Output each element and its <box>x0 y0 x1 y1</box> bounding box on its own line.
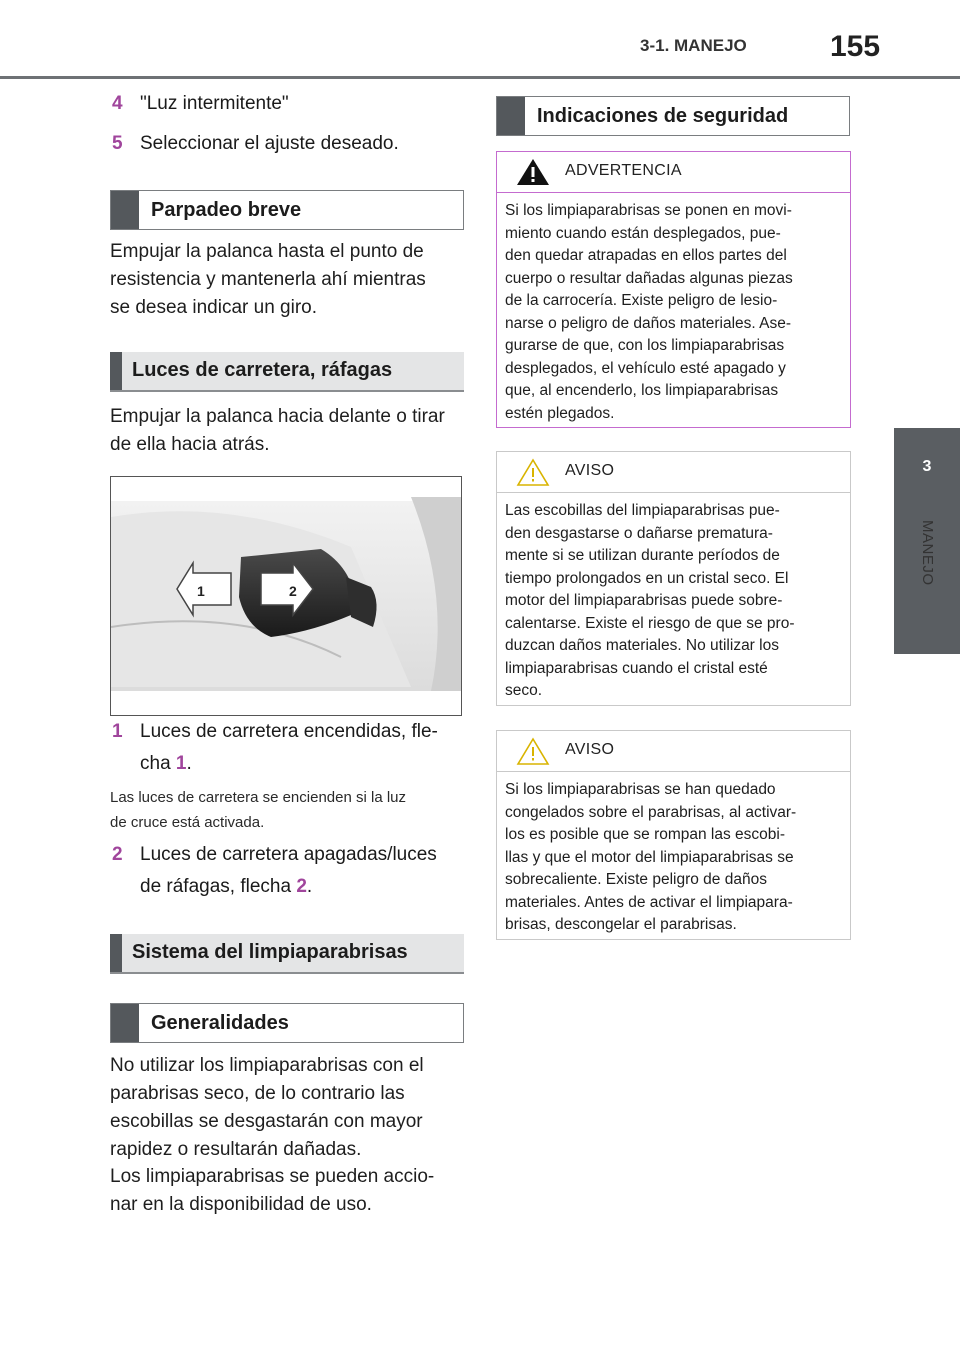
text-line: cuerpo o resultar dañadas algunas piezas <box>505 269 793 287</box>
legend-text: de ráfagas, flecha <box>140 876 297 897</box>
text-line: parabrisas seco, de lo contrario las <box>110 1083 405 1104</box>
legend-item-2 <box>112 841 462 901</box>
legend-number: 1 <box>112 721 123 742</box>
text-line: Las luces de carretera se encienden si la luz <box>110 789 407 806</box>
text-line: de cruce está activada. <box>110 814 265 831</box>
heading-bar <box>110 934 122 972</box>
text-line: los es posible que se rompan las escobi- <box>505 826 786 843</box>
notice-title: AVISO <box>565 741 615 758</box>
text-line: escobillas se desgastarán con mayor <box>110 1111 423 1132</box>
text-line: llas y que el motor del limpiaparabrisas se <box>505 848 794 866</box>
notice-header <box>497 452 850 493</box>
warning-title: ADVERTENCIA <box>565 162 682 179</box>
paragraph-parpadeo <box>110 238 426 322</box>
warning-box-advertencia <box>496 151 851 428</box>
legend-text: . <box>186 753 192 774</box>
heading-bar <box>111 1004 139 1042</box>
chapter-label-text: MANEJO <box>919 520 936 586</box>
text-line: den desgastarse o dañarse prematura- <box>505 524 773 542</box>
step-text: "Luz intermitente" <box>140 93 289 114</box>
heading-generalidades <box>110 1003 464 1043</box>
lever-illustration <box>110 476 462 716</box>
heading-parpadeo <box>110 190 464 230</box>
legend-ref: 2 <box>296 876 307 897</box>
paragraph-generalidades-2 <box>110 1163 434 1219</box>
chapter-number: 3 <box>922 458 932 475</box>
notice-header <box>497 731 850 772</box>
text-line: Si los limpiaparabrisas se ponen en movi- <box>505 202 792 219</box>
heading-seguridad <box>496 96 850 136</box>
arrow-1-label: 1 <box>197 583 205 599</box>
heading-bar <box>111 191 139 229</box>
text-line: sobrecaliente. Existe peligro de daños <box>505 871 767 888</box>
heading-luces <box>110 352 464 392</box>
header-divider <box>0 76 960 79</box>
text-line: que, al encenderlo, los limpiaparabrisas <box>505 382 779 399</box>
text-line: desplegados, el vehículo esté apagado y <box>505 359 786 377</box>
arrow-2-label: 2 <box>289 583 297 599</box>
legend-note <box>110 785 406 835</box>
heading-text: Luces de carretera, ráfagas <box>132 359 393 381</box>
text-line: Los limpiaparabrisas se pueden accio- <box>110 1166 435 1187</box>
legend-text: Luces de carretera apagadas/luces <box>140 844 437 865</box>
notice-body <box>505 500 842 703</box>
heading-text: Sistema del limpiaparabrisas <box>132 941 408 963</box>
legend-number: 2 <box>112 844 123 865</box>
notice-title: AVISO <box>565 462 615 479</box>
paragraph-luces <box>110 403 445 459</box>
text-line: materiales. Antes de activar el limpiapara- <box>505 893 793 911</box>
legend-ref: 1 <box>175 753 187 774</box>
text-line: Empujar la palanca hasta el punto de <box>110 241 424 262</box>
step-number: 5 <box>112 133 123 154</box>
text-line: congelados sobre el parabrisas, al activar- <box>505 803 797 821</box>
section-title: 3-1. MANEJO <box>640 36 747 55</box>
step-item <box>112 130 399 158</box>
chapter-label <box>912 520 942 610</box>
text-line: seco. <box>505 682 543 699</box>
warning-triangle-outline-icon <box>515 736 551 766</box>
text-line: de ella hacia atrás. <box>110 434 270 455</box>
heading-text: Parpadeo breve <box>151 199 302 221</box>
text-line: rapidez o resultarán dañadas. <box>110 1139 362 1160</box>
notice-box-aviso-1 <box>496 451 851 706</box>
warning-body <box>505 200 842 425</box>
page-number: 155 <box>830 30 881 63</box>
heading-bar <box>497 97 525 135</box>
text-line: de la carrocería. Existe peligro de lesio- <box>505 292 778 309</box>
text-line: mente si se utilizan durante períodos de <box>505 547 780 564</box>
text-line: miento cuando están desplegados, pue- <box>505 224 781 242</box>
text-line: Empujar la palanca hacia delante o tirar <box>110 406 445 427</box>
text-line: limpiaparabrisas cuando el cristal esté <box>505 659 768 677</box>
text-line: estén plegados. <box>505 404 615 422</box>
notice-body <box>505 779 842 937</box>
text-line: tiempo prolongados en un cristal seco. El <box>505 569 789 587</box>
legend-item-1 <box>112 718 462 778</box>
text-line: brisas, descongelar el parabrisas. <box>505 916 737 933</box>
legend-text: Luces de carretera encendidas, fle- <box>140 721 438 742</box>
heading-bar <box>110 352 122 390</box>
text-line: se desea indicar un giro. <box>110 297 318 318</box>
warning-triangle-outline-icon <box>515 457 551 487</box>
legend-text: . <box>306 876 313 897</box>
heading-sistema <box>110 934 464 974</box>
heading-text: Generalidades <box>151 1012 289 1034</box>
lever-drawing <box>111 477 461 715</box>
text-line: Las escobillas del limpiaparabrisas pue- <box>505 502 780 519</box>
notice-box-aviso-2 <box>496 730 851 940</box>
step-text: Seleccionar el ajuste deseado. <box>140 133 399 154</box>
text-line: Si los limpiaparabrisas se han quedado <box>505 781 776 798</box>
heading-text: Indicaciones de seguridad <box>537 105 789 127</box>
text-line: motor del limpiaparabrisas puede sobre- <box>505 592 783 609</box>
text-line: calentarse. Existe el riesgo de que se pro- <box>505 614 795 632</box>
warning-header <box>497 152 850 193</box>
legend-text: cha <box>140 753 176 774</box>
step-number: 4 <box>112 93 123 114</box>
text-line: resistencia y mantenerla ahí mientras <box>110 269 426 290</box>
step-item <box>112 90 289 118</box>
text-line: duzcan daños materiales. No utilizar los <box>505 637 779 654</box>
text-line: gurarse de que, con los limpiaparabrisas <box>505 337 785 354</box>
text-line: den quedar atrapadas en ellos partes del <box>505 247 787 264</box>
warning-triangle-filled-icon <box>515 157 551 187</box>
paragraph-generalidades-1 <box>110 1052 424 1164</box>
text-line: nar en la disponibilidad de uso. <box>110 1194 372 1215</box>
text-line: narse o peligro de daños materiales. Ase- <box>505 314 792 332</box>
text-line: No utilizar los limpiaparabrisas con el <box>110 1055 424 1076</box>
